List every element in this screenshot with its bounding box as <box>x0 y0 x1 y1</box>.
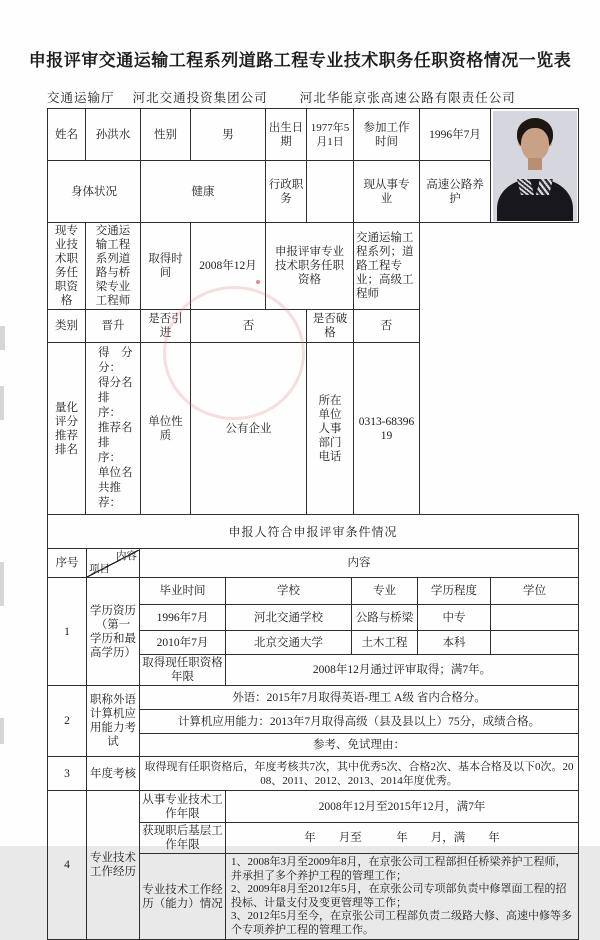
seq-header: 序号 <box>48 549 87 578</box>
photo-neck <box>528 158 542 170</box>
obtain-time-value: 2008年12月 <box>191 223 266 310</box>
exam-foreign-language: 外语：2015年7月取得英语-理工 A级 省内合格分。 <box>140 686 579 710</box>
apply-title-value: 交通运输工程系列；道路工程专业；高级工程师 <box>354 223 420 310</box>
score-label: 得分： <box>98 347 121 374</box>
experience-detail-label: 专业技术工作经历（能力）情况 <box>140 854 226 940</box>
recommend-rank-unit: 名 <box>121 422 133 434</box>
experience-detail-content <box>226 854 579 940</box>
health-value: 健康 <box>141 161 266 223</box>
hr-phone-value: 0313-6839619 <box>354 343 420 515</box>
edu-row2-school: 北京交通大学 <box>226 631 352 655</box>
birth-value: 1977年5月1日 <box>307 109 354 161</box>
scan-smudge <box>0 562 4 606</box>
exam-computer: 计算机应用能力：2013年7月取得高级（县及县以上）75分，成绩合格。 <box>140 710 579 734</box>
edu-col-degree-level: 学历程度 <box>418 578 491 605</box>
edu-col-major: 专业 <box>352 578 418 605</box>
edu-row1-major: 公路与桥梁 <box>352 605 418 631</box>
diagonal-divider <box>87 550 139 577</box>
edu-col-grad-time: 毕业时间 <box>140 578 226 605</box>
experience-years-label: 从事专业技术工作年限 <box>140 791 226 823</box>
apply-title-label: 申报评审专业技术职务任职资格 <box>266 223 354 310</box>
introduced-value: 否 <box>191 310 307 343</box>
edu-col-degree: 学位 <box>491 578 579 605</box>
score-rank-unit: 名 <box>121 377 133 389</box>
content-header: 内容 <box>140 549 579 578</box>
edu-row1-school: 河北交通学校 <box>226 605 352 631</box>
id-photo <box>493 111 577 221</box>
join-label: 参加工作时间 <box>354 109 420 161</box>
current-title-value: 交通运输工程系列道路与桥梁专业工程师 <box>86 223 141 310</box>
edu-seq: 1 <box>48 578 87 686</box>
red-ink-dot <box>256 280 260 284</box>
category-label: 类别 <box>48 310 86 343</box>
join-value: 1996年7月 <box>420 109 491 161</box>
obtain-time-label: 取得时间 <box>141 223 191 310</box>
unit-type-label: 单位性质 <box>141 343 191 515</box>
org-line <box>47 88 516 106</box>
exam-exemption: 参考、免试理由： <box>140 734 579 757</box>
unit-recommend-label: 单位共推荐： <box>98 467 121 509</box>
edu-col-school: 学校 <box>226 578 352 605</box>
introduced-label: 是否引进 <box>141 310 191 343</box>
scan-smudge <box>0 718 4 744</box>
edu-row2-major: 土木工程 <box>352 631 418 655</box>
edu-row2-level: 本科 <box>418 631 491 655</box>
unit-type-value: 公有企业 <box>191 343 307 515</box>
experience-label: 专业技术工作经历 <box>87 791 140 940</box>
edu-row1-degree <box>491 605 579 631</box>
conditions-banner: 申报人符合申报评审条件情况 <box>48 515 579 549</box>
exam-seq: 2 <box>48 686 87 757</box>
admin-post-label: 行政职务 <box>266 161 307 223</box>
id-photo-cell <box>491 109 579 223</box>
appraisal-label: 年度考核 <box>87 757 140 791</box>
quant-score-label: 量化评分推荐排名 <box>48 343 86 515</box>
scan-smudge <box>0 386 4 420</box>
diagonal-header-cell <box>87 549 140 578</box>
edu-row2-time: 2010年7月 <box>140 631 226 655</box>
current-profession-label: 现从事专业 <box>354 161 420 223</box>
gender-value: 男 <box>191 109 266 161</box>
name-value: 孙洪水 <box>86 109 141 161</box>
org-dept: 交通运输厅 <box>47 91 115 105</box>
exception-value: 否 <box>354 310 420 343</box>
current-profession-value: 高速公路养护 <box>420 161 491 223</box>
unit-recommend-unit: 名 <box>121 467 133 479</box>
edu-label: 学历资历（第一 学历和最高学历） <box>87 578 140 686</box>
experience-years-value: 2008年12月至2015年12月，满7年 <box>226 791 579 823</box>
form-table <box>47 108 578 940</box>
quant-score-values <box>86 343 141 515</box>
edu-row1-level: 中专 <box>418 605 491 631</box>
health-label: 身体状况 <box>48 161 141 223</box>
scan-smudge <box>0 326 5 350</box>
experience-item-3: 3、2012年5月至今，在京张公司工程部负责二级路大修、高速中修等多个专项养护工程的管理工作。 <box>231 910 572 936</box>
current-title-label: 现专业技术职务任职资格 <box>48 223 86 310</box>
tenure-value: 2008年12月通过评审取得；满7年。 <box>226 655 579 686</box>
hr-phone-label: 所在单位人事部门电话 <box>307 343 354 515</box>
exam-label: 职称外语计算机应用能力考试 <box>87 686 140 757</box>
admin-post-value <box>307 161 354 223</box>
diag-project-label: 项目 <box>89 563 110 575</box>
appraisal-seq: 3 <box>48 757 87 791</box>
edu-row2-degree <box>491 631 579 655</box>
exception-label: 是否破格 <box>307 310 354 343</box>
recommend-rank-label: 推荐排序： <box>98 422 121 464</box>
name-label: 姓名 <box>48 109 86 161</box>
photo-face <box>521 128 549 161</box>
grassroots-years-label: 获现职后基层工作年限 <box>140 823 226 854</box>
page-title: 申报评审交通运输工程系列道路工程专业技术职务任职资格情况一览表 <box>28 51 572 70</box>
experience-item-1: 1、2008年3月至2009年8月，在京张公司工程部担任桥梁养护工程师，并承担了多个养护工程的管理工作； <box>231 856 567 882</box>
appraisal-content: 取得现有任职资格后，年度考核共7次，其中优秀5次、合格2次、基本合格及以下0次。2008、2011、2012、2013、2014年度优秀。 <box>140 757 579 791</box>
tenure-label: 取得现任职资格年限 <box>140 655 226 686</box>
photo-jacket <box>497 179 573 221</box>
experience-item-2: 2、2009年8月至2012年5月，在京张公司专项部负责中修罩面工程的招投标、计量支付及变更管理等工作； <box>231 883 567 909</box>
score-rank-label: 得分排序： <box>98 377 121 419</box>
experience-seq: 4 <box>48 791 87 940</box>
grassroots-years-value: 年 月至 年 月，满 年 <box>226 823 579 854</box>
edu-row1-time: 1996年7月 <box>140 605 226 631</box>
gender-label: 性别 <box>141 109 191 161</box>
org-group: 河北交通投资集团公司 <box>132 91 268 105</box>
org-company: 河北华能京张高速公路有限责任公司 <box>299 91 516 105</box>
score-unit: 分 <box>121 347 133 359</box>
birth-label: 出生日期 <box>266 109 307 161</box>
category-value: 晋升 <box>86 310 141 343</box>
diag-content-label: 内容 <box>116 550 137 562</box>
